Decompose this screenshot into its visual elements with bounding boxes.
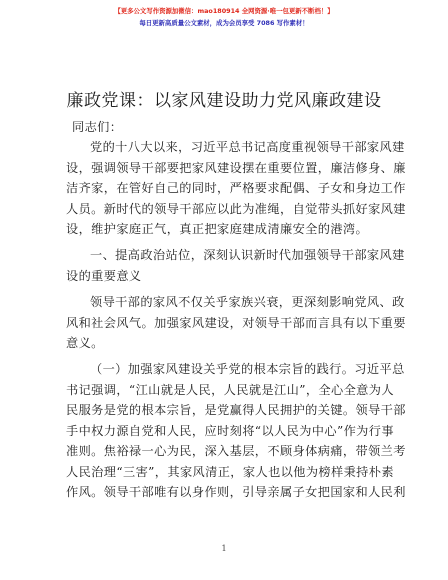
- section-heading-1: [66, 245, 405, 286]
- page-number: 1: [221, 544, 227, 553]
- paragraph-line: 设，强调领导干部要把家风建设摆在重要位置，廉洁修身、廉: [66, 160, 406, 175]
- paragraph-line: 作风。领导干部唯有以身作则，引导亲属子女把国家和人民利: [66, 484, 406, 499]
- paragraph-line: 设，维护家庭正气，真正把家庭建成清廉安全的港湾。: [66, 222, 369, 237]
- paragraph-line: 意义。: [66, 336, 104, 351]
- paragraph-3: [66, 359, 406, 502]
- promo-line-2: 每日更新高质量公文素材，成为会员享受 7086 写作素材！: [139, 19, 309, 27]
- paragraph-line: 民服务是党的根本宗旨，是党赢得人民拥护的关键。领导干部: [66, 403, 406, 418]
- document-body: [66, 117, 406, 502]
- paragraph-line: 风和社会风气。加强家风建设，对领导干部而言具有以下重要: [66, 315, 406, 330]
- paragraph-line: 手中权力源自党和人民，应时刻将“以人民为中心”作为行事: [66, 423, 394, 438]
- paragraph-line: 领导干部的家风不仅关乎家族兴衰，更深刻影响党风、政: [90, 295, 405, 310]
- paragraph-line: 洁齐家，在管好自己的同时，严格要求配偶、子女和身边工作: [66, 181, 406, 196]
- paragraph-line: 准则。焦裕禄一心为民，深入基层，不顾身体病痛，带领兰考: [66, 444, 406, 459]
- paragraph-line: （一）加强家风建设关乎党的根本宗旨的践行。习近平总: [90, 362, 405, 377]
- heading-line: 一、提高政治站位，深刻认识新时代加强领导干部家风建: [90, 248, 405, 263]
- heading-line: 设的重要意义: [66, 268, 142, 283]
- paragraph-line: 人民治理“三害”，其家风清正，家人也以他为榜样秉持朴素: [66, 464, 394, 479]
- paragraph-1: [66, 137, 406, 239]
- paragraph-2: [66, 292, 406, 353]
- promo-line-1: 【更多公文写作资源加微信：mao180914 全网资源·唯一包更新不断档！】: [114, 7, 334, 15]
- document-title: 廉政党课：以家风建设助力党风廉政建设: [66, 91, 382, 111]
- promo-banner: [0, 5, 448, 29]
- paragraph-line: 书记强调，“江山就是人民，人民就是江山”，全心全意为人: [66, 382, 394, 397]
- salutation: 同志们：: [72, 120, 123, 134]
- paragraph-line: 党的十八大以来，习近平总书记高度重视领导干部家风建: [90, 140, 405, 155]
- paragraph-line: 人员。新时代的领导干部应以此为准绳，自觉带头抓好家风建: [66, 201, 406, 216]
